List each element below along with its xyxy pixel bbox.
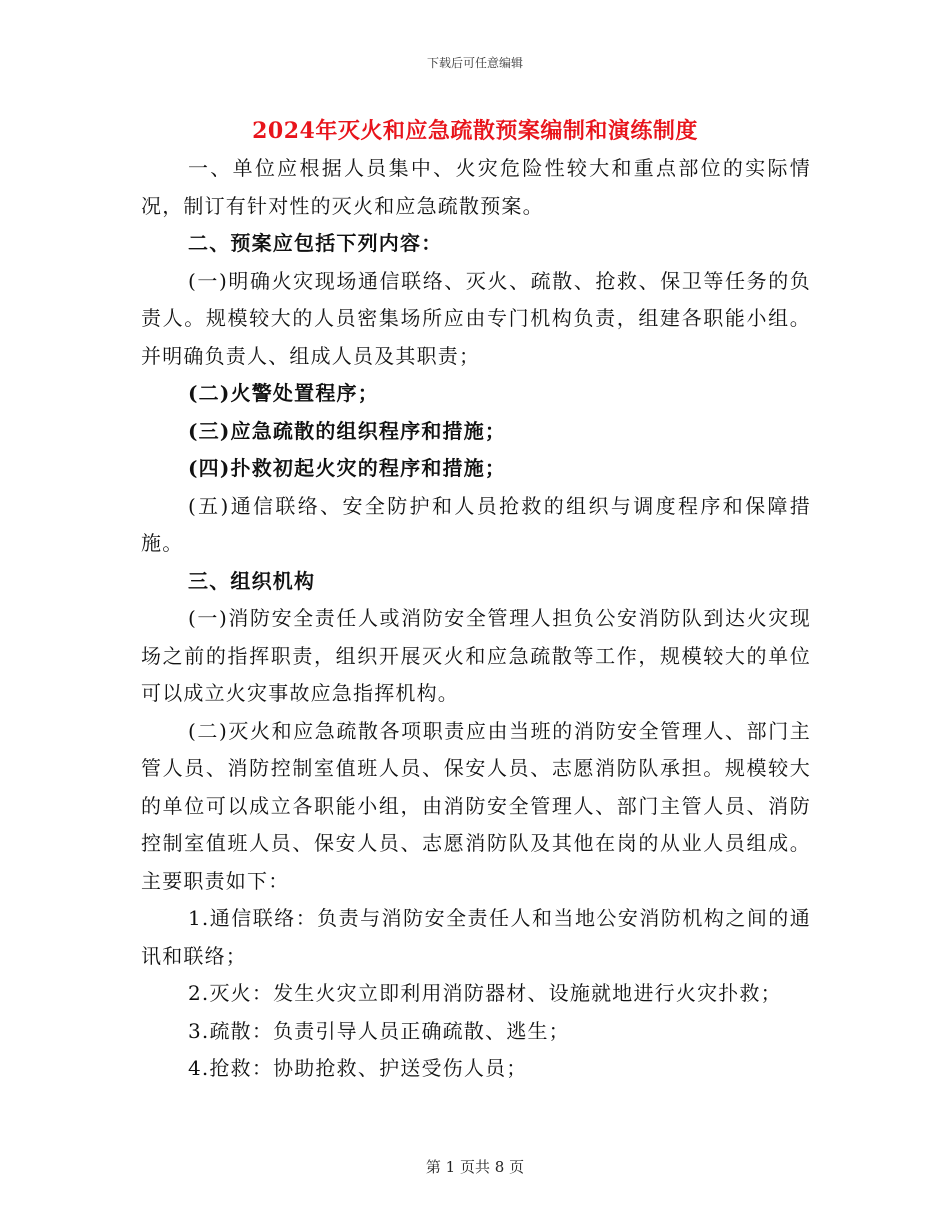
paragraph-2-1: (一)明确火灾现场通信联络、灭火、疏散、抢救、保卫等任务的负责人。规模较大的人员密集场所应由专门机构负责，组建各职能小组。并明确负责人、组成人员及其职责；: [141, 268, 811, 368]
duty-item-1: 1.通信联络：负责与消防安全责任人和当地公安消防机构之间的通讯和联络；: [141, 906, 811, 968]
document-title: 2024年灭火和应急疏散预案编制和演练制度: [252, 118, 698, 144]
paragraph-2-4: (四)扑救初起火灾的程序和措施；: [188, 456, 507, 480]
duty-item-4: 4.抢救：协助抢救、护送受伤人员；: [188, 1056, 528, 1080]
document-body: [141, 150, 811, 1088]
section-heading-3: 三、组织机构: [188, 568, 316, 593]
page-header-note: 下载后可任意编辑: [426, 56, 523, 70]
paragraph-2-5: (五)通信联络、安全防护和人员抢救的组织与调度程序和保障措施。: [141, 493, 811, 555]
paragraph-1: 一、单位应根据人员集中、火灾危险性较大和重点部位的实际情况，制订有针对性的灭火和应急疏散预案。: [141, 156, 811, 218]
duty-item-2: 2.灭火：发生火灾立即利用消防器材、设施就地进行火灾扑救；: [188, 981, 782, 1005]
paragraph-2-2: (二)火警处置程序；: [188, 381, 379, 405]
section-heading-2: 二、预案应包括下列内容：: [188, 231, 443, 255]
duty-item-3: 3.疏散：负责引导人员正确疏散、逃生；: [188, 1018, 570, 1043]
page-footer: 第 1 页共 8 页: [425, 1158, 525, 1176]
paragraph-3-1: (一)消防安全责任人或消防安全管理人担负公安消防队到达火灾现场之前的指挥职责，组织开展灭火和应急疏散等工作，规模较大的单位可以成立火灾事故应急指挥机构。: [141, 606, 811, 705]
paragraph-3-2: (二)灭火和应急疏散各项职责应由当班的消防安全管理人、部门主管人员、消防控制室值班人员、保安人员、志愿消防队承担。规模较大的单位可以成立各职能小组，由消防安全管理人、部门主管人员、消防控制室值班人员、保安人员、志愿消防队及其他在岗的从业人员组成。主要职责如下：: [141, 718, 811, 893]
paragraph-2-3: (三)应急疏散的组织程序和措施；: [188, 418, 507, 443]
